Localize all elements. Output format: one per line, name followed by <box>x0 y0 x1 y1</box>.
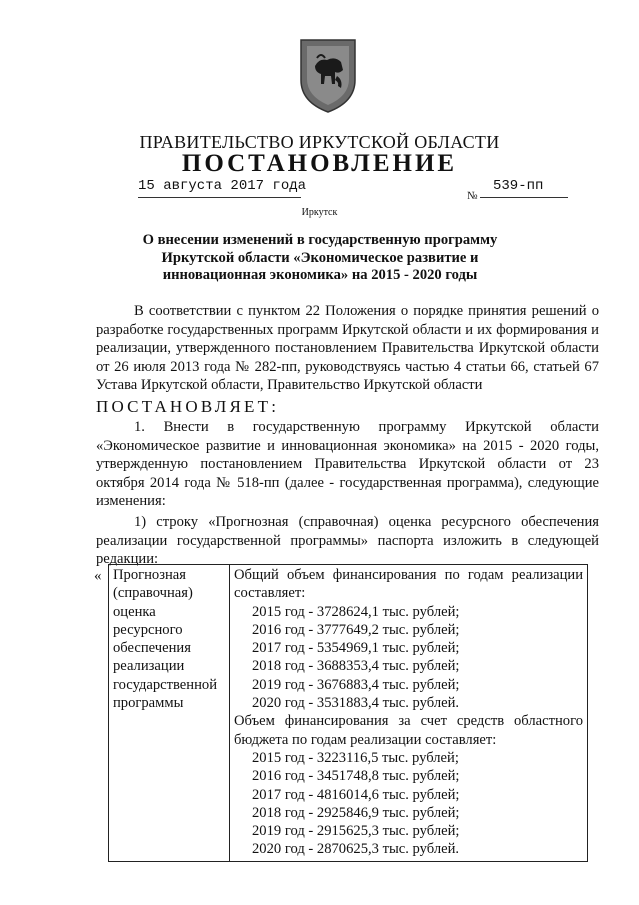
label-line: программы <box>113 695 184 712</box>
item-1-1-paragraph <box>96 513 599 569</box>
preamble-text: В соответствии с пунктом 22 Положения о порядке принятия решений о разработке государственных программ Иркутской области и их формирования и реализации, утвержденного постановлением Правительства Иркутской области от 26 июля 2013 года № 282-пп, руководствуясь частью 4 статьи 66, статьей 67 Устава Иркутской области, Правительство Иркутской области <box>96 303 599 394</box>
regional-funding-year: 2015 год - 3223116,5 тыс. рублей; <box>252 749 459 766</box>
number-underline <box>480 197 568 198</box>
date-underline <box>138 197 301 198</box>
coat-of-arms-emblem <box>297 36 359 114</box>
label-line: (справочная) <box>113 585 193 602</box>
total-funding-year: 2016 год - 3777649,2 тыс. рублей; <box>252 621 460 638</box>
decree-word: ПОСТАНОВЛЯЕТ: <box>96 397 280 416</box>
total-funding-year: 2019 год - 3676883,4 тыс. рублей; <box>252 676 460 693</box>
item-1-1-text: 1) строку «Прогнозная (справочная) оценка ресурсного обеспечения реализации государственной программы» паспорта изложить в следующей редакции: <box>96 514 599 568</box>
row-label-cell <box>109 565 230 862</box>
label-line: Прогнозная <box>113 567 186 583</box>
document-number: 539-пп <box>493 178 544 194</box>
regional-funding-year: 2017 год - 4816014,6 тыс. рублей; <box>252 786 460 803</box>
total-funding-heading: Общий объем финансирования по годам реализации составляет: <box>234 567 583 602</box>
regional-funding-year: 2019 год - 2915625,3 тыс. рублей; <box>252 823 460 840</box>
document-date: 15 августа 2017 года <box>138 178 307 194</box>
item-1-text: 1. Внести в государственную программу Иркутской области «Экономическое развитие и инновационная экономика» на 2015 - 2020 годы, утвержденную постановлением Правительства Иркутской области от 23 октября 2014 года № 518-пп (далее - государственная программа), следующие изменения: <box>96 419 599 510</box>
government-name: ПРАВИТЕЛЬСТВО ИРКУТСКОЙ ОБЛАСТИ <box>139 132 500 152</box>
label-line: ресурсного <box>113 621 183 638</box>
regional-funding-year: 2020 год - 2870625,3 тыс. рублей. <box>252 841 460 858</box>
number-sign: № <box>467 190 478 202</box>
regional-funding-year: 2016 год - 3451748,8 тыс. рублей; <box>252 768 460 785</box>
total-funding-year: 2018 год - 3688353,4 тыс. рублей; <box>252 658 460 675</box>
total-funding-year: 2015 год - 3728624,1 тыс. рублей; <box>252 603 460 620</box>
label-line: государственной <box>113 676 218 693</box>
total-funding-year: 2020 год - 3531883,4 тыс. рублей. <box>252 695 460 712</box>
table-row <box>109 565 588 862</box>
passport-table <box>108 564 588 862</box>
document-type-title: ПОСТАНОВЛЕНИЕ <box>181 150 458 177</box>
item-1-paragraph <box>96 418 599 511</box>
document-subject: О внесении изменений в государственную программу Иркутской области «Экономическое развитие и инновационная экономика» на 2015 - 2020 годы <box>142 232 498 283</box>
funding-content-cell <box>230 565 588 862</box>
label-line: оценка <box>113 603 156 620</box>
total-funding-year: 2017 год - 5354969,1 тыс. рублей; <box>252 640 460 657</box>
label-line: реализации <box>113 658 185 675</box>
regional-funding-heading: Объем финансирования за счет средств областного бюджета по годам реализации составляет: <box>234 713 583 748</box>
opening-quote: « <box>94 568 102 584</box>
label-line: обеспечения <box>113 640 191 657</box>
regional-funding-year: 2018 год - 2925846,9 тыс. рублей; <box>252 804 460 821</box>
preamble-paragraph <box>96 302 599 395</box>
city-name: Иркутск <box>301 207 338 218</box>
